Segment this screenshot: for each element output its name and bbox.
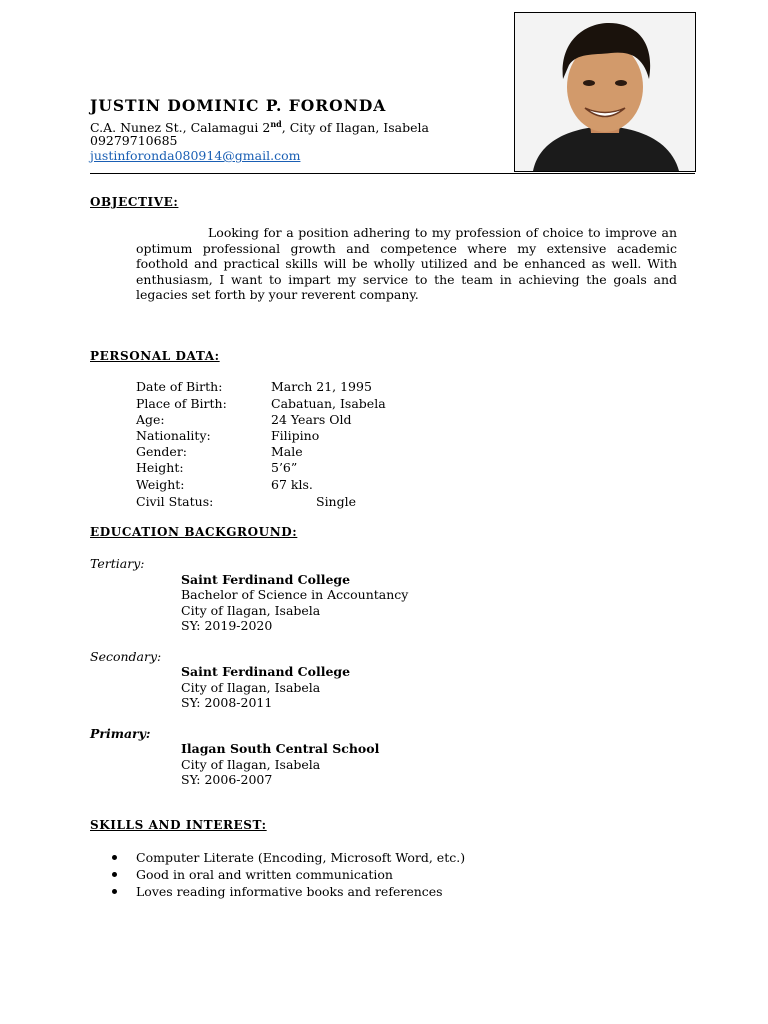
profile-photo [514,12,696,172]
secondary-sy: SY: 2008-2011 [181,695,273,710]
list-item: Computer Literate (Encoding, Microsoft Word, etc.) [108,849,465,866]
skills-heading: SKILLS AND INTEREST: [90,818,267,832]
secondary-label: Secondary: [90,649,162,664]
pd-value: 24 Years Old [271,412,352,427]
tertiary-school: Saint Ferdinand College [181,572,351,587]
pd-label: Nationality: [136,428,211,443]
tertiary-course: Bachelor of Science in Accountancy [181,587,409,602]
pd-label: Age: [136,412,165,427]
bullet-icon [112,855,117,860]
skills-list [108,849,465,900]
pd-label: Height: [136,460,184,475]
tertiary-sy: SY: 2019-2020 [181,618,273,633]
tertiary-label: Tertiary: [90,556,145,571]
objective-heading: OBJECTIVE: [90,195,179,209]
list-item: Loves reading informative books and references [108,883,465,900]
pd-label: Place of Birth: [136,396,227,411]
primary-label: Primary: [90,726,151,741]
tertiary-location: City of Ilagan, Isabela [181,603,321,618]
education-heading: EDUCATION BACKGROUND: [90,525,298,539]
objective-text: Looking for a position adhering to my profession of choice to improve an optimum professional growth and competence where my extensive academic foothold and practical skills will be wholly utilized and be enhanced as well. With enthusiasm, I want to impart my service to the team in achieving the goals and legacies set forth by your reverent company. [136,225,677,303]
email-link[interactable]: justinforonda080914@gmail.com [90,148,301,163]
person-portrait-icon [515,13,695,171]
bullet-icon [112,889,117,894]
secondary-location: City of Ilagan, Isabela [181,680,321,695]
pd-value: 5’6” [271,460,298,475]
pd-label: Gender: [136,444,188,459]
pd-label: Weight: [136,477,185,492]
pd-label: Date of Birth: [136,379,223,394]
pd-label: Civil Status: [136,494,214,509]
primary-school: Ilagan South Central School [181,741,380,756]
secondary-school: Saint Ferdinand College [181,664,351,679]
personal-data-heading: PERSONAL DATA: [90,349,220,363]
list-item: Good in oral and written communication [108,866,465,883]
pd-value: Filipino [271,428,320,443]
applicant-name: JUSTIN DOMINIC P. FORONDA [90,96,387,115]
pd-value: 67 kls. [271,477,313,492]
pd-value: Male [271,444,303,459]
header-divider [90,173,695,174]
pd-value: March 21, 1995 [271,379,372,394]
primary-location: City of Ilagan, Isabela [181,757,321,772]
primary-sy: SY: 2006-2007 [181,772,273,787]
pd-value: Cabatuan, Isabela [271,396,386,411]
pd-value: Single [316,494,357,509]
phone-number: 09279710685 [90,133,178,148]
address: C.A. Nunez St., Calamagui 2nd, City of Ilagan, Isabela [90,119,429,136]
bullet-icon [112,872,117,877]
